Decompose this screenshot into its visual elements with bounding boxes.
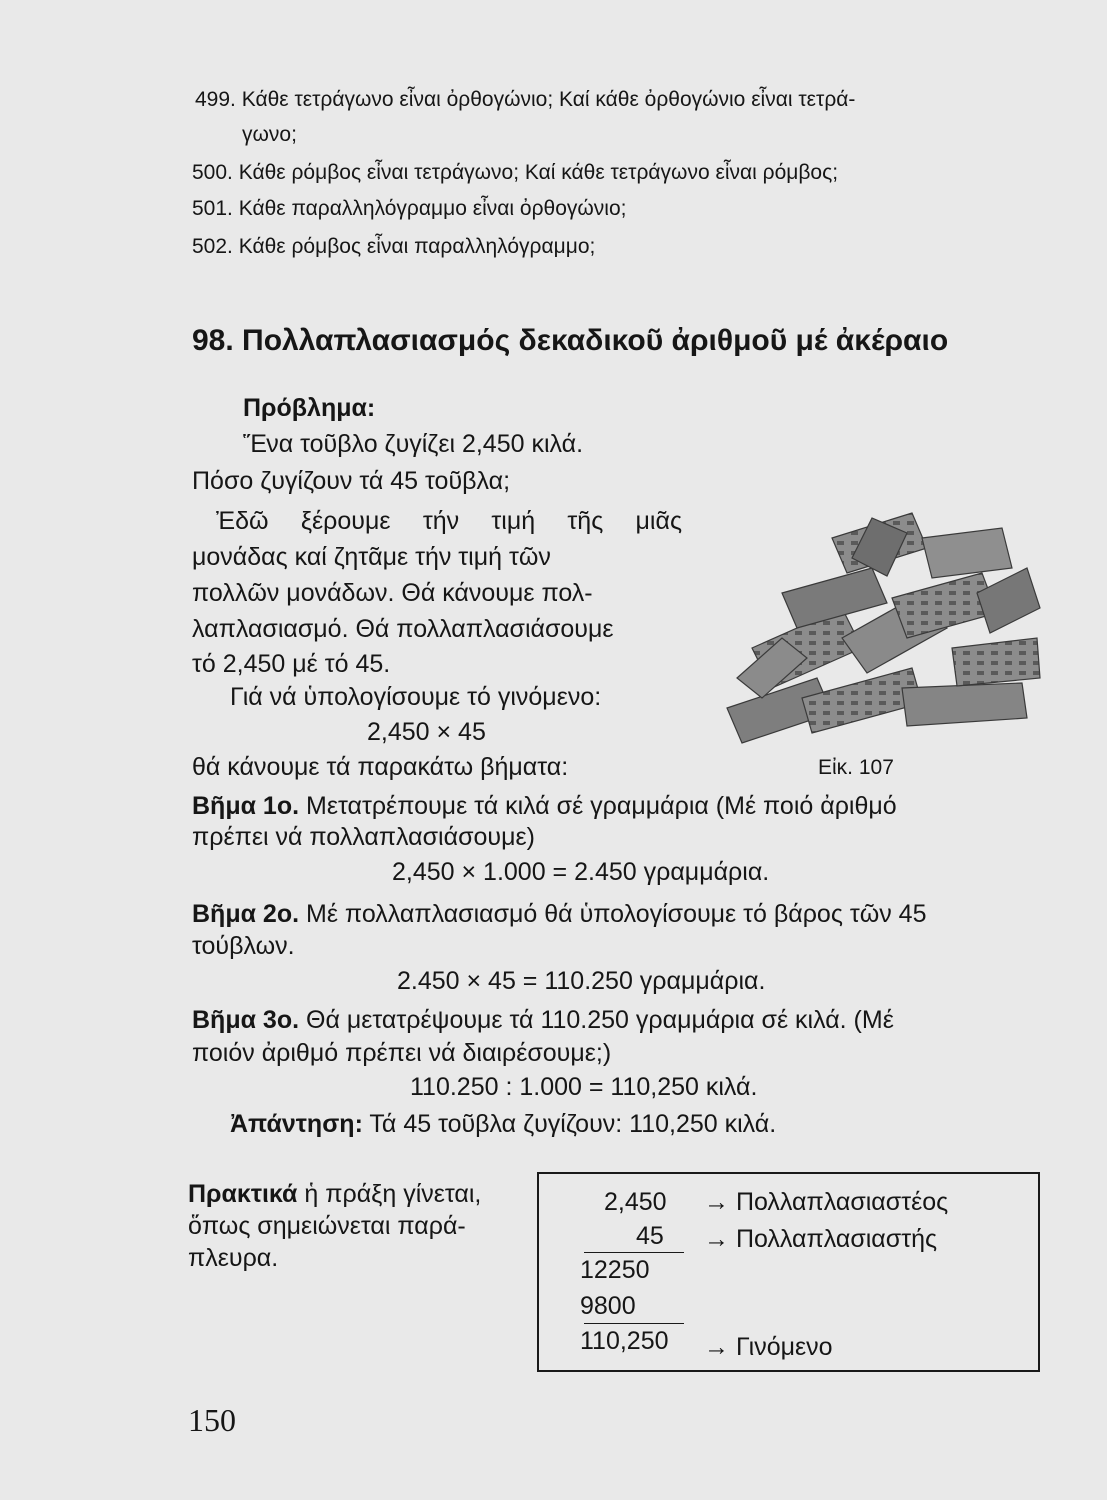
step-2-line1 (192, 900, 926, 929)
problem-line-7: τό 2,450 μέ τό 45. (192, 650, 391, 678)
step-3-line2: ποιόν ἀριθμό πρέπει νά διαιρέσουμε;) (192, 1039, 612, 1067)
practical-bold: Πρακτικά (188, 1180, 298, 1208)
problem-line-8: Γιά νά ὑπολογίσουμε τό γινόμενο: (230, 683, 602, 711)
problem-line-5: πολλῶν μονάδων. Θά κάνουμε πολ- (192, 579, 593, 607)
exercise-499-line2: γωνο; (242, 123, 297, 146)
section-title: 98. Πολλαπλασιασμός δεκαδικοῦ ἀριθμοῦ μέ ἀκέραιο (192, 324, 949, 357)
page-number: 150 (188, 1402, 236, 1438)
problem-heading: Πρόβλημα: (243, 394, 376, 422)
step-1-text: Μετατρέπουμε τά κιλά σέ γραμμάρια (Μέ ποιό ἀριθμό (306, 792, 897, 820)
step-3-line1 (192, 1006, 894, 1035)
answer-text: Τά 45 τοῦβλα ζυγίζουν: 110,250 κιλά. (369, 1110, 777, 1138)
practical-rest: ἡ πράξη γίνεται, (304, 1180, 482, 1208)
problem-line-3: Ἐδῶ ξέρουμε τήν τιμή τῆς μιᾶς (216, 507, 682, 535)
partial-product-1: 12250 (580, 1256, 650, 1284)
answer-label: Ἀπάντηση: (230, 1110, 363, 1138)
sum-line-1 (584, 1252, 684, 1253)
exercise-502: 502. Κάθε ρόμβος εἶναι παραλληλόγραμμο; (192, 235, 596, 258)
partial-product-2: 9800 (580, 1292, 636, 1320)
exercise-501: 501. Κάθε παραλληλόγραμμο εἶναι ὀρθογώνιο; (192, 197, 627, 220)
step-3-text: Θά μετατρέψουμε τά 110.250 γραμμάρια σέ κιλά. (Μέ (306, 1006, 894, 1034)
problem-line-4: μονάδας καί ζητᾶμε τήν τιμή τῶν (192, 543, 551, 571)
practical-line3: πλευρα. (188, 1244, 279, 1272)
practical-line2: ὅπως σημειώνεται παρά- (188, 1212, 466, 1240)
answer (230, 1110, 776, 1139)
figure-caption: Εἰκ. 107 (818, 756, 894, 779)
exercise-499-line1: 499. Κάθε τετράγωνο εἶναι ὀρθογώνιο; Καί κάθε ὀρθογώνιο εἶναι τετρά- (195, 88, 856, 111)
brick-pile-illustration (722, 498, 1042, 748)
step-3-calc: 110.250 : 1.000 = 110,250 κιλά. (410, 1073, 758, 1101)
problem-line-6: λαπλασιασμό. Θά πολλαπλασιάσουμε (192, 615, 614, 643)
multiplicand: 2,450 (604, 1188, 667, 1216)
step-2-label: Βῆμα 2ο. (192, 900, 300, 928)
multiplier-label: → Πολλαπλασιαστής (704, 1225, 938, 1253)
problem-line-10: θά κάνουμε τά παρακάτω βήματα: (192, 753, 569, 781)
step-1-line2: πρέπει νά πολλαπλασιάσουμε) (192, 823, 535, 851)
step-1-calc: 2,450 × 1.000 = 2.450 γραμμάρια. (392, 858, 770, 886)
problem-line-2: Πόσο ζυγίζουν τά 45 τοῦβλα; (192, 467, 511, 495)
problem-expression: 2,450 × 45 (367, 718, 486, 746)
step-2-line2: τούβλων. (192, 932, 295, 960)
step-2-calc: 2.450 × 45 = 110.250 γραμμάρια. (397, 967, 766, 995)
problem-line-1: Ἕνα τοῦβλο ζυγίζει 2,450 κιλά. (243, 430, 584, 458)
product-label: → Γινόμενο (704, 1333, 833, 1361)
multiplier: 45 (636, 1222, 664, 1250)
step-3-label: Βῆμα 3ο. (192, 1006, 300, 1034)
product: 110,250 (580, 1327, 669, 1355)
sum-line-2 (584, 1323, 684, 1324)
step-1-line1 (192, 792, 897, 821)
step-2-text: Μέ πολλαπλασιασμό θά ὑπολογίσουμε τό βάρος τῶν 45 (306, 900, 927, 928)
exercise-500: 500. Κάθε ρόμβος εἶναι τετράγωνο; Καί κάθε τετράγωνο εἶναι ρόμβος; (192, 161, 839, 184)
step-1-label: Βῆμα 1ο. (192, 792, 300, 820)
multiplicand-label: → Πολλαπλασιαστέος (704, 1188, 949, 1216)
practical-line1 (188, 1180, 481, 1209)
